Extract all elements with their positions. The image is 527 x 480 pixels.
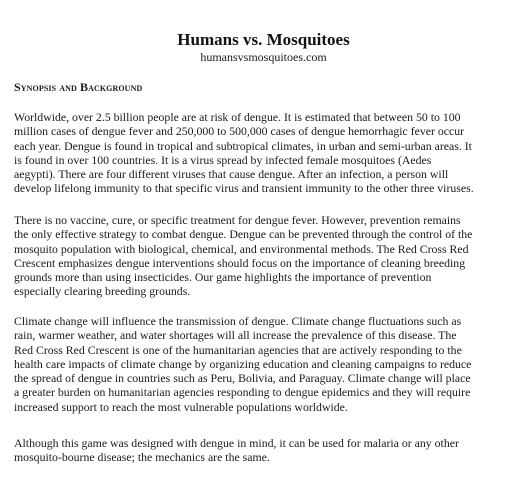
text-line: increased support to reach the most vulnerable populations worldwide. (14, 399, 348, 414)
text-line: aegypti). There are four different viruses that cause dengue. After an infection, a person will (14, 167, 449, 182)
text-line: especially clearing breeding grounds. (14, 284, 191, 299)
text-line: the spread of dengue in countries such as Peru, Bolivia, and Paraguay. Climate change will place (14, 371, 471, 386)
paragraph-prevention (14, 213, 516, 299)
text-line: grounds more than using insecticides. Our game highlights the importance of prevention (14, 270, 432, 285)
text-line: the only effective strategy to combat dengue. Dengue can be prevented through the control of the (14, 227, 473, 242)
text-line: million cases of dengue fever and 250,000 to 500,000 cases of dengue hemorrhagic fever occur (14, 124, 465, 139)
paragraph-dengue-overview (14, 110, 516, 196)
text-line: is found in over 100 countries. It is a virus spread by infected female mosquitoes (Aedes (14, 152, 432, 167)
text-line: health care impacts of climate change by organizing education and cleaning campaigns to reduce (14, 356, 472, 371)
website-url: humansvsmosquitoes.com (200, 50, 327, 64)
document-title: Humans vs. Mosquitoes (177, 30, 350, 49)
text-line: rain, warmer weather, and water shortages will all increase the prevalence of this disease. The (14, 328, 457, 343)
text-line: There is no vaccine, cure, or specific treatment for dengue fever. However, prevention remains (14, 213, 461, 227)
paragraph-game-applicability (14, 436, 516, 465)
text-line: mosquito-bourne disease; the mechanics are the same. (14, 450, 270, 465)
text-line: develop lifelong immunity to that specific virus and transient immunity to the other three viruses. (14, 181, 474, 196)
text-line: a greater burden on humanitarian agencies responding to dengue epidemics and they will require (14, 385, 471, 400)
text-line: Crescent emphasizes dengue interventions should focus on the importance of cleaning breeding (14, 255, 466, 270)
text-line: Although this game was designed with dengue in mind, it can be used for malaria or any other (14, 436, 459, 450)
text-line: Red Cross Red Crescent is one of the humanitarian agencies that are actively responding to the (14, 342, 462, 357)
text-line: Climate change will influence the transmission of dengue. Climate change fluctuations such as (14, 314, 462, 328)
text-line: Worldwide, over 2.5 billion people are at risk of dengue. It is estimated that between 50 to 100 (14, 110, 461, 124)
text-line: each year. Dengue is found in tropical and subtropical climates, in urban and semi-urban areas. It (14, 138, 472, 153)
text-line: mosquito population with biological, chemical, and environmental methods. The Red Cross Red (14, 241, 469, 256)
paragraph-climate-change (14, 314, 516, 414)
section-heading: Synopsis and Background (14, 80, 143, 94)
